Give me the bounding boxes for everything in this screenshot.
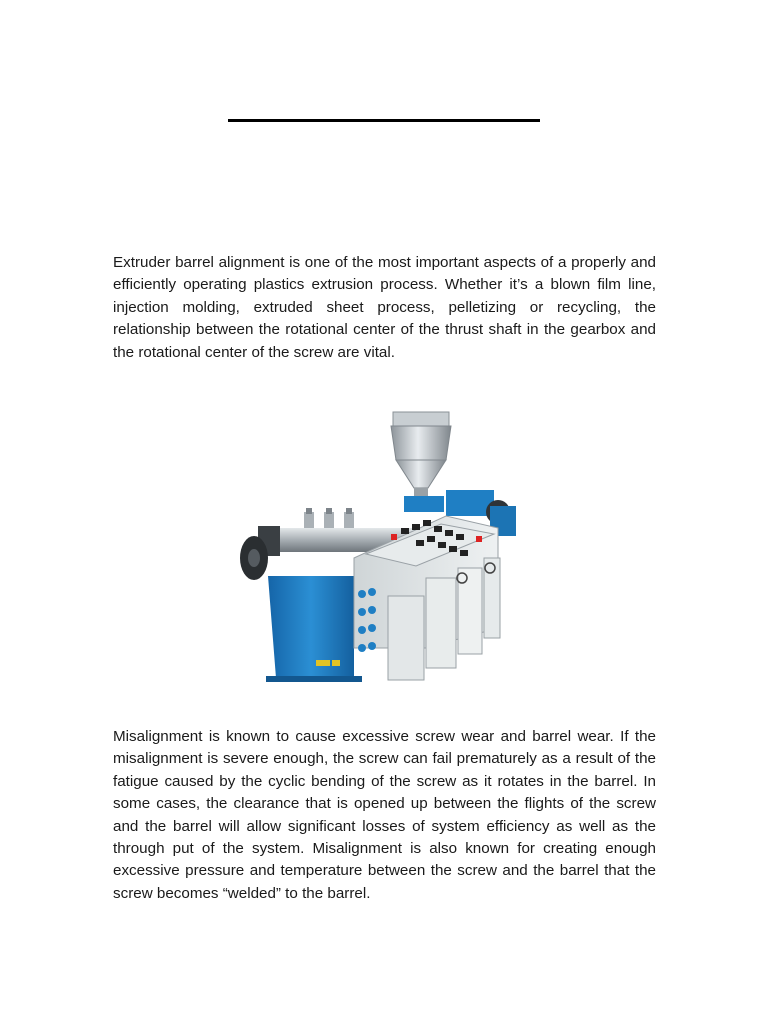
intro-paragraph: Extruder barrel alignment is one of the most important aspects of a properly and efficiently operating plastics extrusion process. Whether it’s a blown film line, injection molding, extruded sheet process, pelletizing or recycling, the relationship between the rotational center of the thrust shaft in the gearbox and the rotational center of the screw are vital. — [113, 254, 656, 361]
title-underline — [228, 119, 540, 122]
misalignment-paragraph: Misalignment is known to cause excessive screw wear and barrel wear. If the misalignment is severe enough, the screw can fail prematurely as a result of the fatigue caused by the cyclic bending of the screw as it rotates in the barrel. In some cases, the clearance that is opened up between the flights of the screw and the barrel will allow significant losses of system efficiency as well as the through put of the system. Misalignment is also known for creating enough excessive pressure and temperature between the screw and the barrel that the screw becomes “welded” to the barrel. — [113, 728, 656, 902]
extruder-machine-image — [236, 408, 536, 708]
